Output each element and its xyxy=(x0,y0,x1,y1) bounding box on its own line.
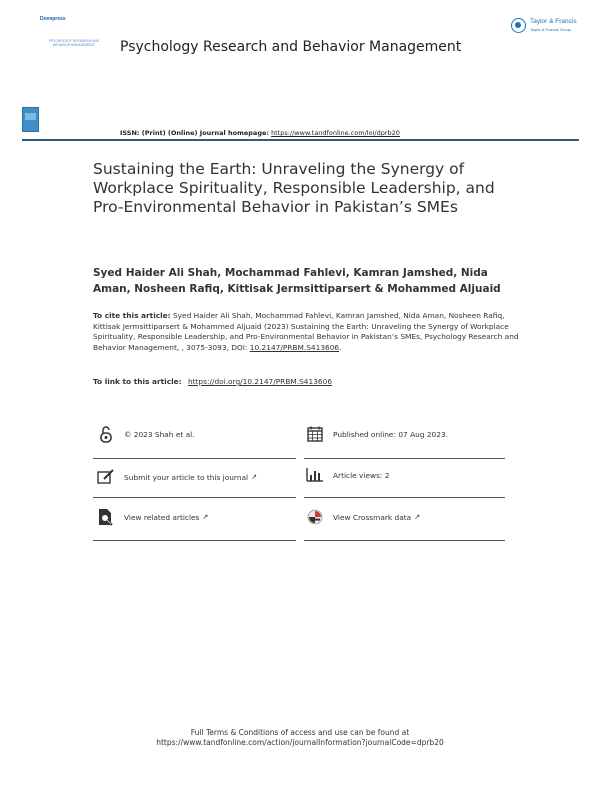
related-articles-icon xyxy=(97,508,115,526)
footer-terms-link[interactable]: https://www.tandfonline.com/action/journalInformation?journalCode=dprb20 xyxy=(156,738,444,747)
external-link-icon: ↗ xyxy=(251,473,257,481)
citation-block xyxy=(93,311,523,353)
article-views-text: Article views: 2 xyxy=(333,470,390,480)
journal-title: Psychology Research and Behavior Management xyxy=(120,39,462,55)
journal-cover-thumbnail xyxy=(22,107,39,132)
issn-label: ISSN: (Print) (Online) Journal homepage: xyxy=(120,129,269,137)
external-link-icon: ↗ xyxy=(414,513,421,521)
crossmark-text[interactable]: View Crossmark data xyxy=(333,512,412,522)
article-link-block xyxy=(93,377,523,386)
citation-doi-link[interactable]: 10.2147/PRBM.S413606 xyxy=(249,342,340,352)
divider xyxy=(93,497,296,498)
divider xyxy=(304,458,505,459)
calendar-icon xyxy=(306,425,324,443)
footer-line1: Full Terms & Conditions of access and use can be found at xyxy=(190,728,410,737)
related-articles-link[interactable] xyxy=(97,508,208,526)
tf-logo-icon xyxy=(511,18,526,33)
citation-label: To cite this article: xyxy=(93,311,171,320)
journal-homepage-link[interactable]: https://www.tandfonline.com/loi/dprb20 xyxy=(271,129,400,137)
citation-end: . xyxy=(339,342,342,352)
article-title: Sustaining the Earth: Unraveling the Synergy of Workplace Spirituality, Responsible Leadership, and Pro-Environmental Behavior in Pakistan’s SMEs xyxy=(93,160,495,216)
edit-icon xyxy=(97,468,115,486)
link-label: To link to this article: xyxy=(93,377,182,386)
bar-chart-icon xyxy=(306,466,324,484)
article-views-info xyxy=(306,466,389,484)
open-access-lock-icon xyxy=(97,425,115,443)
journal-mini-title: PSYCHOLOGY RESEARCH AND BEHAVIOR MANAGEMENT xyxy=(48,39,100,47)
article-authors: Syed Haider Ali Shah, Mochammad Fahlevi, Kamran Jamshed, Nida Aman, Nosheen Rafiq, Kittisak Jermsittiparsert & Mohammed Aljuaid xyxy=(93,267,501,295)
divider xyxy=(93,458,296,459)
submit-article-text[interactable]: Submit your article to this journal xyxy=(124,472,249,482)
header-divider xyxy=(22,139,579,141)
tf-brand-text: Taylor & Francis xyxy=(530,18,577,25)
copyright-text: © 2023 Shah et al. xyxy=(124,429,195,439)
tf-group-text: Taylor & Francis Group xyxy=(530,27,571,32)
divider xyxy=(93,540,296,541)
citation-text: Syed Haider Ali Shah, Mochammad Fahlevi, Kamran Jamshed, Nida Aman, Nosheen Rafiq, Kittisak Jermsittiparsert & Mohammed Aljuaid (2023) Sustaining the Earth: Unraveling the Synergy of Workplace Spirituality, Responsible Leadership, and Pro-Environmental Behavior in Pakistan’s SMEs, Psychology Research and Behavior Management, , 3075-3093, DOI: xyxy=(93,311,519,352)
external-link-icon: ↗ xyxy=(202,513,209,521)
taylor-francis-logo xyxy=(511,17,583,37)
divider xyxy=(304,540,505,541)
crossmark-icon xyxy=(306,508,324,526)
related-articles-text[interactable]: View related articles xyxy=(124,512,200,522)
submit-article-link[interactable] xyxy=(97,468,257,486)
published-text: Published online: 07 Aug 2023. xyxy=(333,429,449,439)
article-doi-link[interactable]: https://doi.org/10.2147/PRBM.S413606 xyxy=(187,377,333,386)
dovepress-logo: Dovepress xyxy=(40,16,66,22)
divider xyxy=(304,497,505,498)
copyright-info xyxy=(97,425,195,443)
published-info xyxy=(306,425,448,443)
issn-line xyxy=(120,129,400,137)
crossmark-link[interactable] xyxy=(306,508,420,526)
